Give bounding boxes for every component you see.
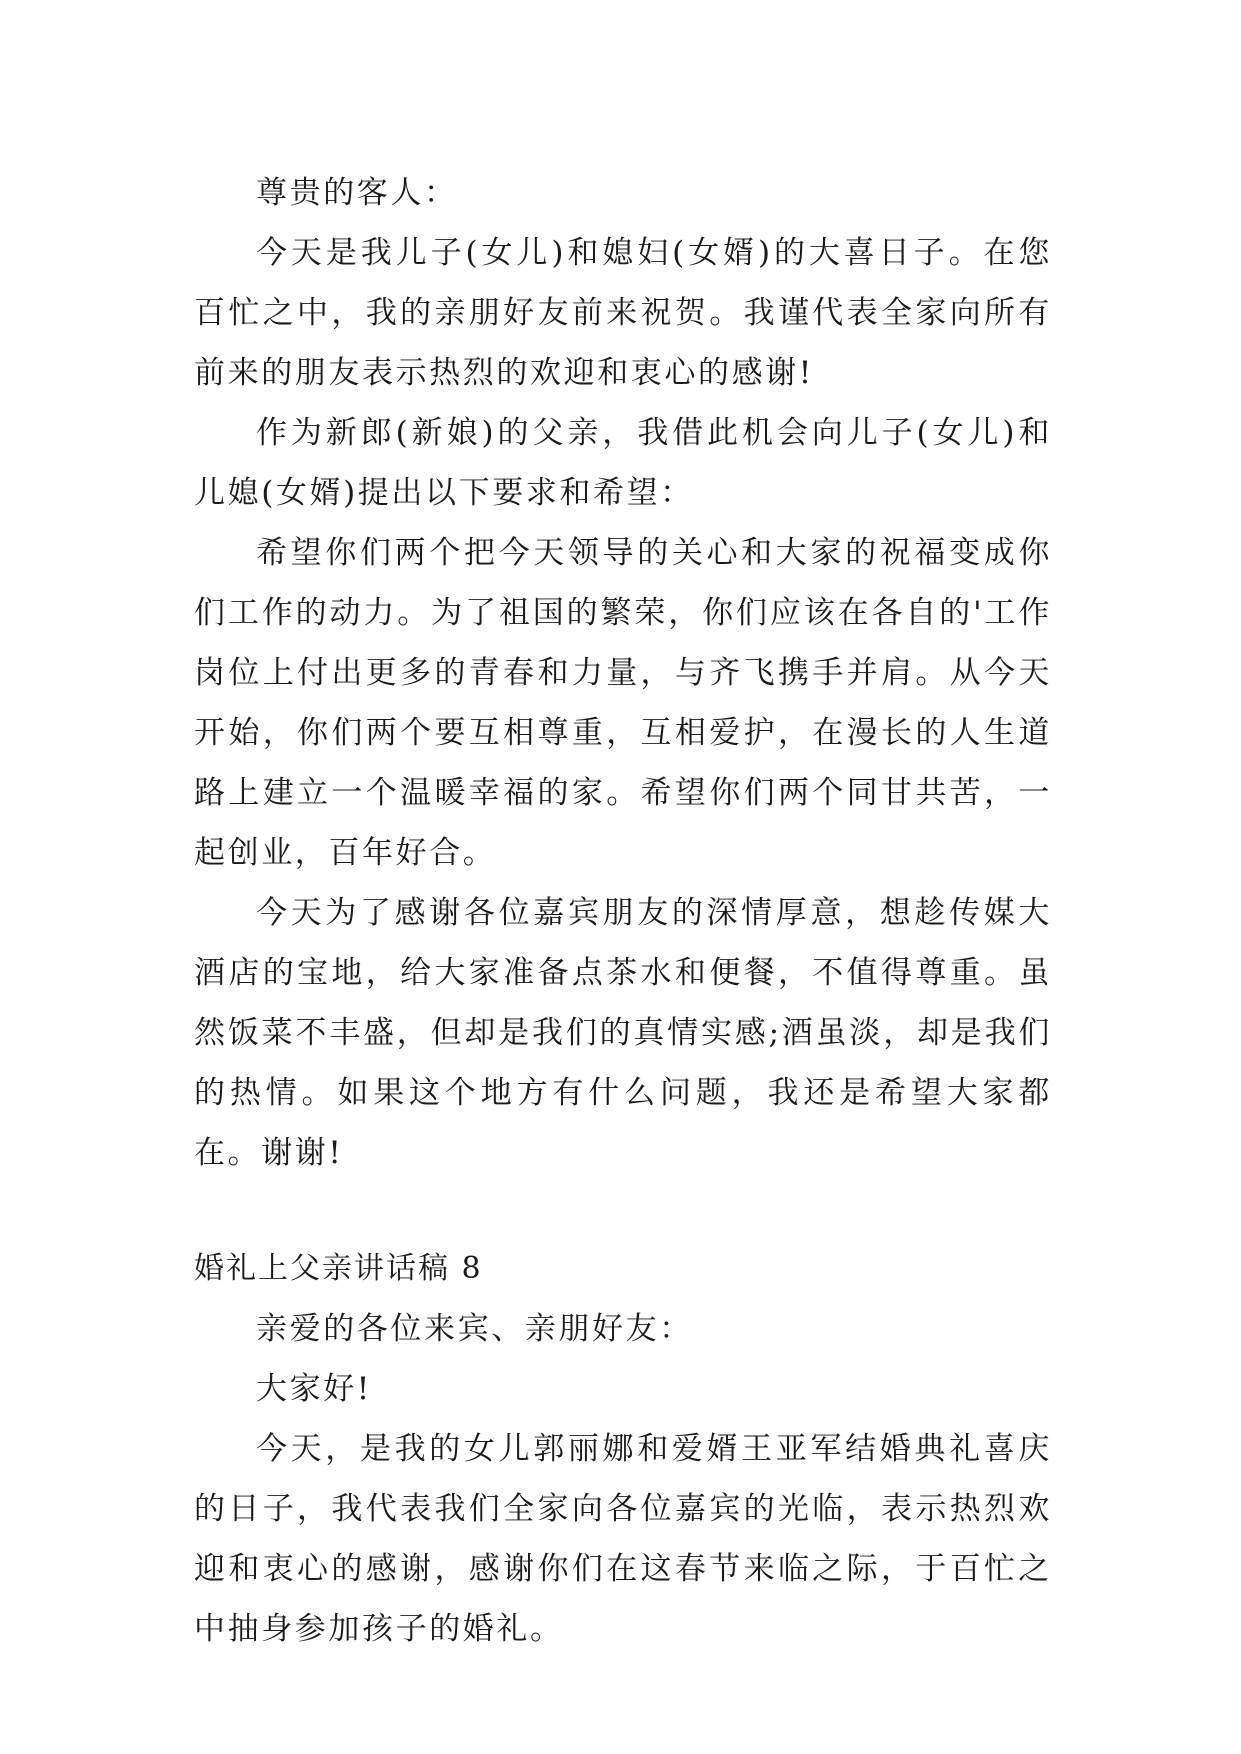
paragraph: 今天是我儿子(女儿)和媳妇(女婿)的大喜日子。在您百忙之中，我的亲朋好友前来祝贺。我谨代表全家向所有前来的朋友表示热烈的欢迎和衷心的感谢! [194,235,1052,391]
greeting: 大家好! [256,1371,372,1407]
paragraph: 希望你们两个把今天领导的关心和大家的祝福变成你们工作的动力。为了祖国的繁荣，你们应该在各自的'工作岗位上付出更多的青春和力量，与齐飞携手并肩。从今天开始，你们两个要互相尊重，互相爱护，在漫长的人生道路上建立一个温暖幸福的家。希望你们两个同甘共苦，一起创业，百年好合。 [194,535,1052,871]
paragraph: 今天，是我的女儿郭丽娜和爱婿王亚军结婚典礼喜庆的日子，我代表我们全家向各位嘉宾的光临，表示热烈欢迎和衷心的感谢，感谢你们在这春节来临之际，于百忙之中抽身参加孩子的婚礼。 [194,1431,1052,1647]
document-page [194,163,1052,1659]
salutation: 尊贵的客人： [256,175,458,211]
salutation: 亲爱的各位来宾、亲朋好友： [256,1311,693,1347]
section-title: 婚礼上父亲讲话稿 8 [194,1251,483,1286]
paragraph: 今天为了感谢各位嘉宾朋友的深情厚意，想趁传媒大酒店的宝地，给大家准备点茶水和便餐，不值得尊重。虽然饭菜不丰盛，但却是我们的真情实感;酒虽淡，却是我们的热情。如果这个地方有什么问题，我还是希望大家都在。谢谢! [194,895,1052,1171]
paragraph: 作为新郎(新娘)的父亲，我借此机会向儿子(女儿)和儿媳(女婿)提出以下要求和希望： [194,415,1052,511]
